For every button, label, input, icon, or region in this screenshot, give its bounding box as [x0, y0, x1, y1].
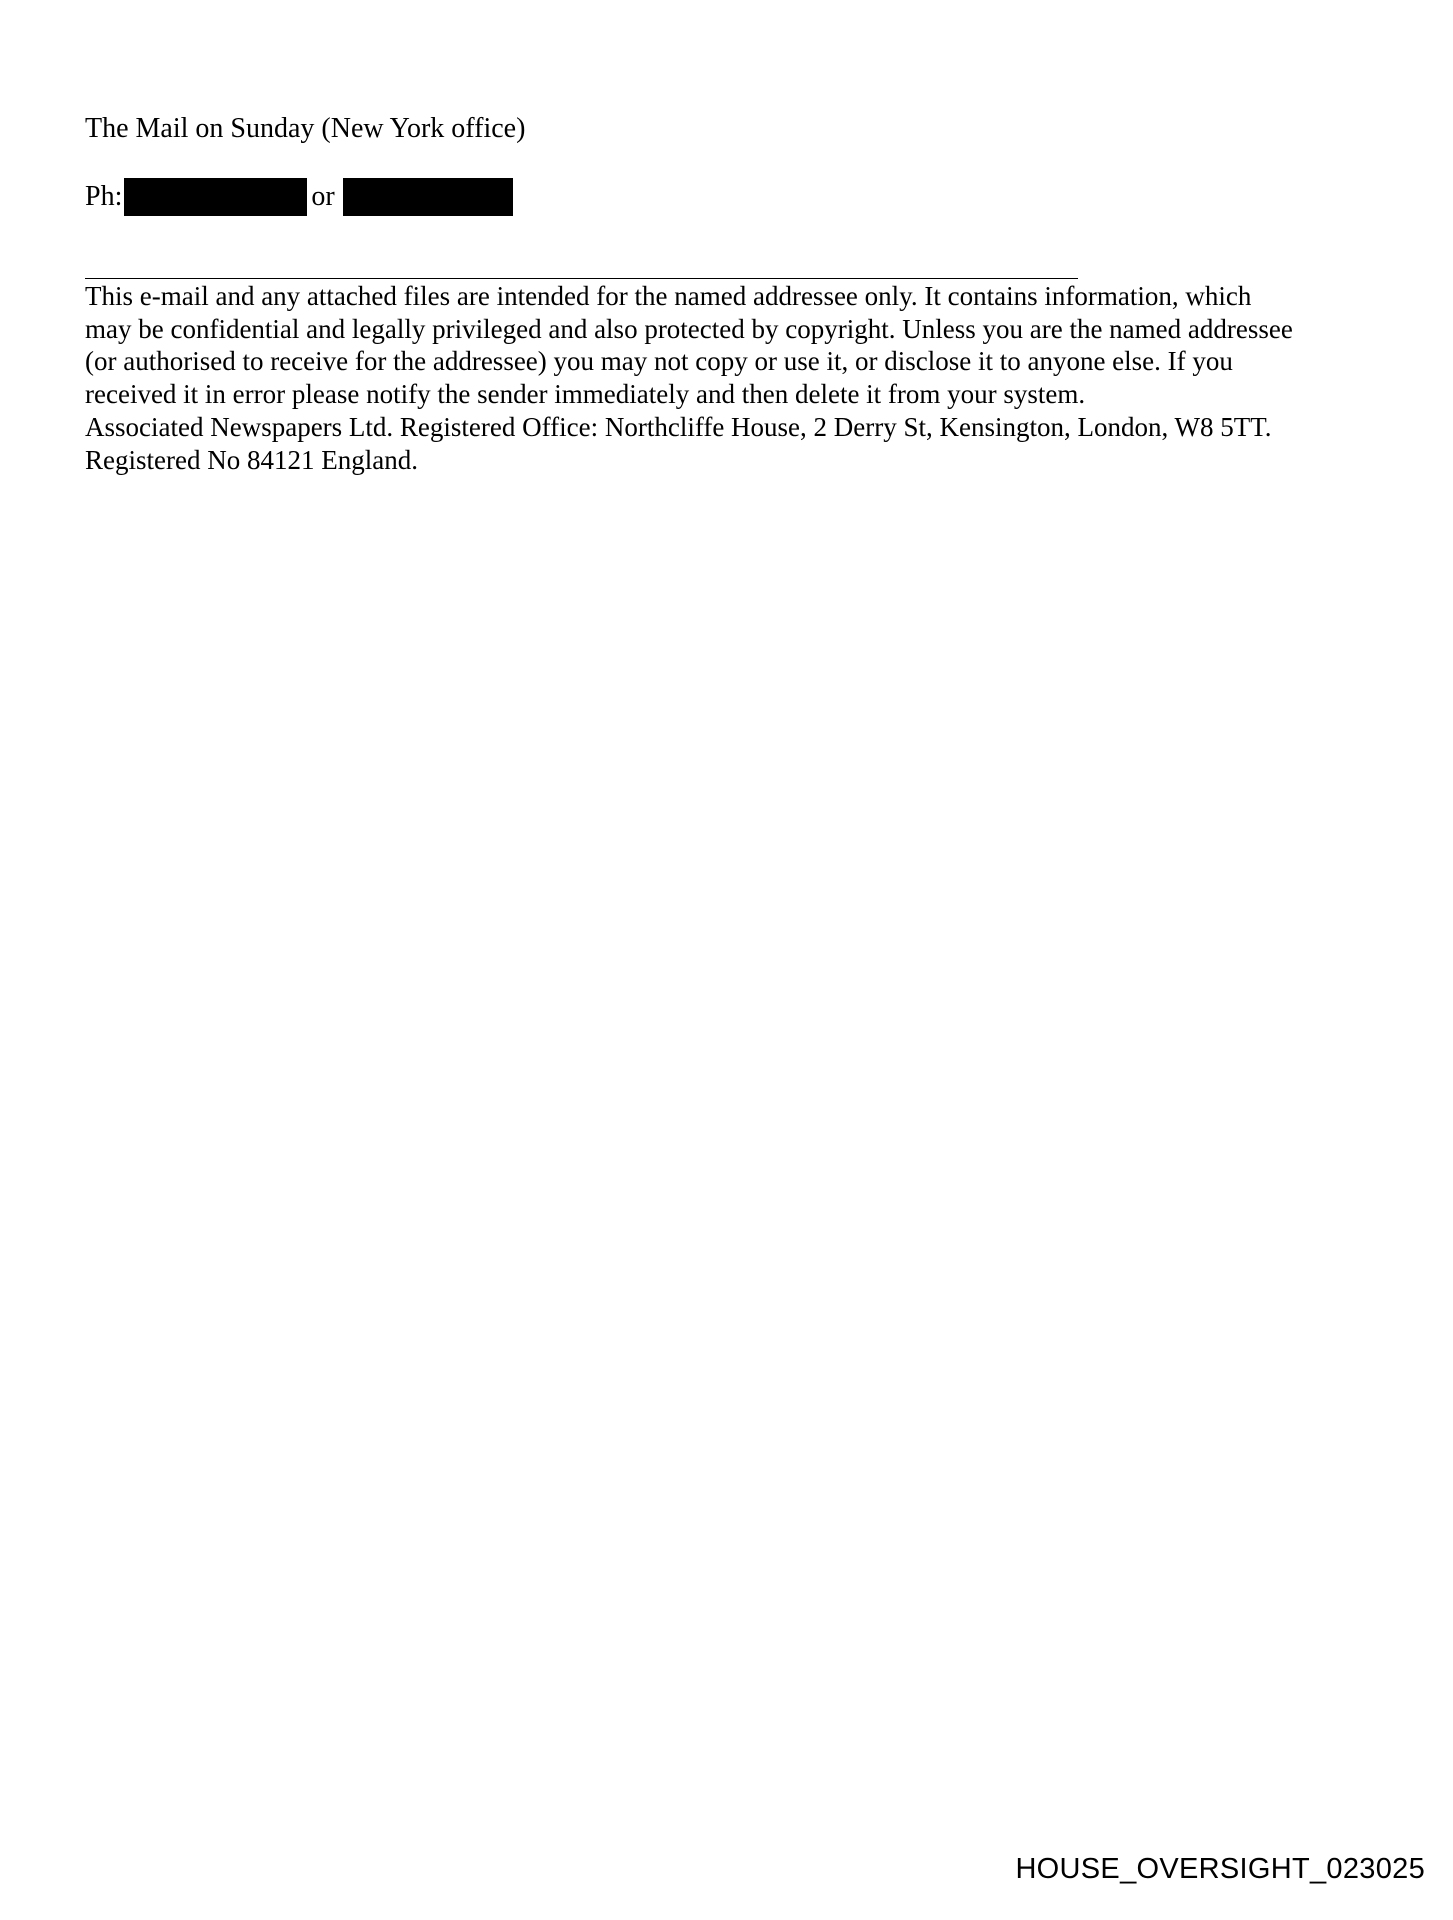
or-word: or: [311, 181, 335, 212]
separator-rule: [85, 278, 1078, 279]
disclaimer-line: may be confidential and legally privileged and also protected by copyright. Unless you are the named addressee: [85, 313, 1293, 344]
disclaimer-line: Associated Newspapers Ltd. Registered Office: Northcliffe House, 2 Derry St, Kensington, London, W8 5TT.: [85, 411, 1272, 442]
bates-number: HOUSE_OVERSIGHT_023025: [1015, 1853, 1425, 1885]
email-disclaimer: [85, 280, 1385, 476]
disclaimer-line: Registered No 84121 England.: [85, 444, 418, 475]
disclaimer-line: received it in error please notify the sender immediately and then delete it from your system.: [85, 379, 1086, 410]
redaction-box: [343, 178, 513, 216]
redaction-box: [124, 178, 307, 216]
signature-organization: The Mail on Sunday (New York office): [85, 113, 526, 144]
disclaimer-line: (or authorised to receive for the addressee) you may not copy or use it, or disclose it to anyone else. If you: [85, 346, 1233, 377]
disclaimer-line: This e-mail and any attached files are intended for the named addressee only. It contains information, which: [85, 281, 1252, 311]
phone-label: Ph:: [85, 181, 123, 212]
phone-line: [85, 178, 513, 216]
